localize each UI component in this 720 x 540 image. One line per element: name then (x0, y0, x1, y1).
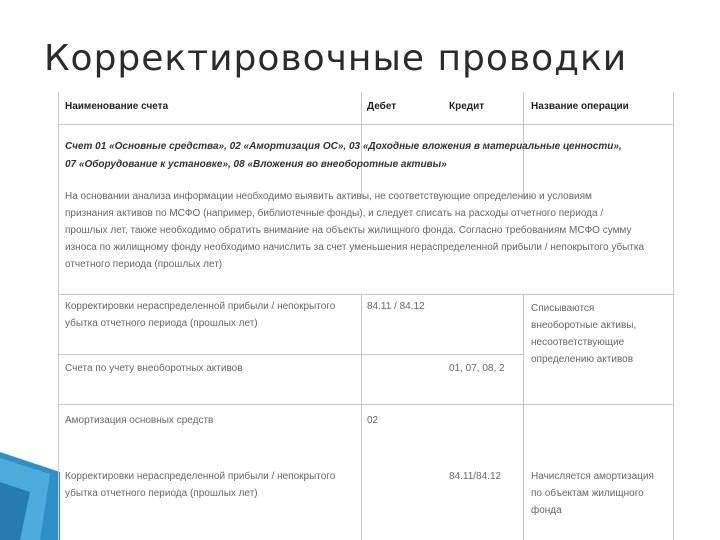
row-account: Корректировки нераспределенной прибыли / непокрытого (65, 471, 336, 482)
row-account: Корректировки нераспределенной прибыли / непокрытого (65, 301, 336, 312)
note-line: признания активов по МСФО (например, библиотечные фонды), и следует списать на расходы отчетного периода / (65, 208, 604, 219)
postings-table (58, 92, 674, 540)
header-credit: Кредит (449, 101, 485, 112)
column-divider (523, 294, 524, 540)
row-operation: по объектам жилищного (531, 488, 644, 499)
row-operation: несоответствующие (531, 337, 625, 348)
intro-line: 07 «Оборудование к установке», 08 «Вложения во внеоборотные активы» (65, 159, 447, 170)
row-divider (59, 124, 673, 125)
header-account: Наименование счета (65, 101, 169, 112)
row-account: убытка отчетного периода (прошлых лет) (65, 488, 258, 499)
row-account: Амортизация основных средств (65, 415, 214, 426)
page-title: Корректировочные проводки (44, 38, 628, 79)
intro-line: Счет 01 «Основные средства», 02 «Амортизация ОС», 03 «Доходные вложения в материальные ценности», (65, 141, 622, 152)
row-operation: фонда (531, 505, 562, 516)
note-line: На основании анализа информации необходимо выявить активы, не соответствующие определению и условиям (65, 191, 592, 202)
note-line: износа по жилищному фонду необходимо начислить за счет уменьшения нераспределенной прибыли / непокрытого убытка (65, 242, 645, 253)
row-divider (59, 354, 523, 355)
row-credit: 01, 07, 08, 2 (449, 363, 505, 374)
decorative-corner-accent (0, 452, 60, 540)
row-operation: Начисляется амортизация (531, 471, 654, 482)
row-debit: 02 (367, 415, 379, 426)
row-account: убытка отчетного периода (прошлых лет) (65, 318, 258, 329)
header-debit: Дебет (367, 101, 397, 112)
row-operation: внеоборотные активы, (531, 320, 637, 331)
row-divider (59, 294, 673, 295)
row-debit: 84.11 / 84.12 (367, 301, 425, 312)
header-operation: Название операции (531, 101, 629, 112)
row-account: Счета по учету внеоборотных активов (65, 363, 243, 374)
note-line: отчетного периода (прошлых лет) (65, 259, 223, 270)
row-credit: 84.11/84.12 (449, 471, 502, 482)
row-operation: Списываются (531, 303, 595, 314)
row-divider (59, 404, 673, 405)
row-operation: определению активов (531, 354, 634, 365)
note-line: прошлых лет, также необходимо обратить внимание на объекты жилищного фонда. Согласно требованиям МСФО сумму (65, 225, 632, 236)
column-divider (361, 294, 362, 540)
